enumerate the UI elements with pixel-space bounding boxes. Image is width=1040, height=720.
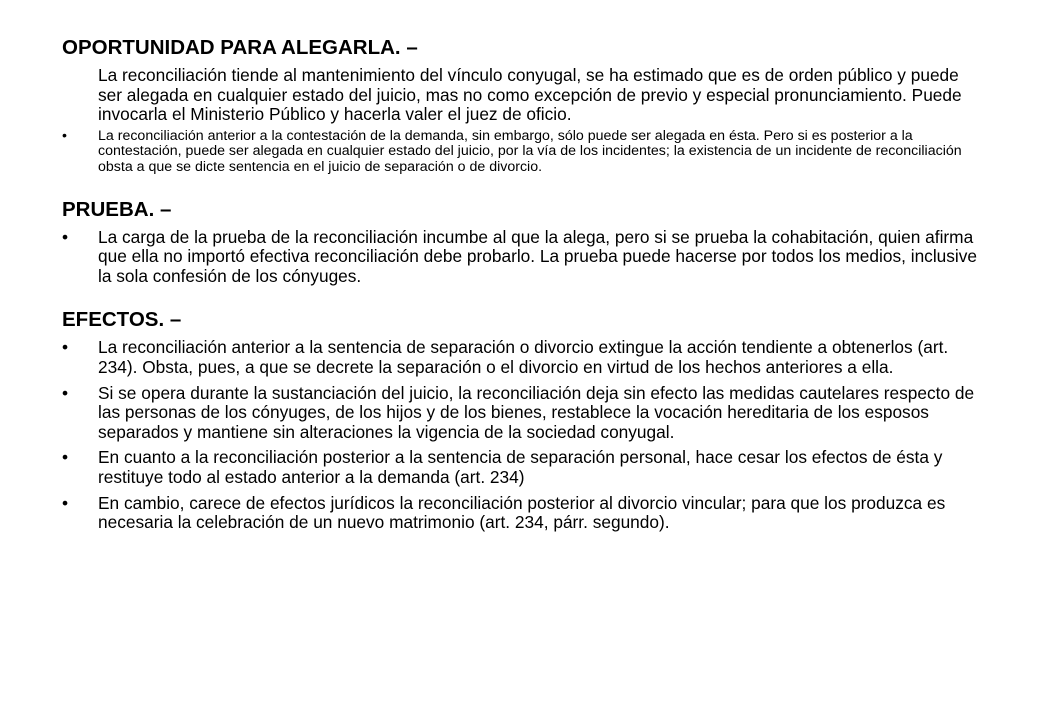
list-item-text: Si se opera durante la sustanciación del juicio, la reconciliación deja sin efecto las medidas cautelares respecto de las personas de los cónyuges, de los hijos y de los bienes, restablece la vocación hereditaria de los esposos separados y mantiene sin alteraciones la vigencia de la sociedad conyugal. xyxy=(98,382,975,442)
list-item xyxy=(62,448,982,487)
list-item-text: La reconciliación anterior a la contestación de la demanda, sin embargo, sólo puede ser alegada en ésta. Pero si es posterior a la contestación, puede ser alegada en cualquier estado del juicio, por la vía de los incidentes; la existencia de un incidente de reconciliación obsta a que se dicte sentencia en el juicio de separación o de divorcio. xyxy=(98,127,962,175)
section-title-prueba: PRUEBA. – xyxy=(62,197,172,221)
section-title-efectos: EFECTOS. – xyxy=(62,308,182,332)
bullet-icon: • xyxy=(62,226,69,247)
list-item xyxy=(62,338,982,377)
bullet-icon: • xyxy=(62,492,69,513)
slide-content xyxy=(62,36,982,539)
bullet-icon: • xyxy=(62,382,69,403)
section-title-oportunidad: OPORTUNIDAD PARA ALEGARLA. – xyxy=(62,36,418,59)
list-item-text: En cuanto a la reconciliación posterior a la sentencia de separación personal, hace cesar los efectos de ésta y restituye todo al estado anterior a la demanda (art. 234) xyxy=(98,447,943,487)
list-item xyxy=(62,494,982,533)
list-item xyxy=(62,384,982,443)
list-item xyxy=(62,228,982,287)
bullet-icon: • xyxy=(62,447,69,468)
list-item-text: La reconciliación anterior a la sentencia de separación o divorcio extingue la acción tendiente a obtenerlos (art. 234). Obsta, pues, a que se decrete la separación o el divorcio en virtud de los hechos anteriores a ella. xyxy=(98,337,949,377)
list-item-text: La carga de la prueba de la reconciliación incumbe al que la alega, pero si se prueba la cohabitación, quien afirma que ella no importó efectiva reconciliación debe probarlo. La prueba puede hacerse por todos los medios, inclusive la sola confesión de los cónyuges. xyxy=(98,226,977,286)
bullet-icon: • xyxy=(62,127,67,144)
list-item xyxy=(62,129,982,176)
list-item-text: En cambio, carece de efectos jurídicos la reconciliación posterior al divorcio vincular; para que los produzca es necesaria la celebración de un nuevo matrimonio (art. 234, párr. segundo). xyxy=(98,492,946,533)
paragraph-oportunidad: La reconciliación tiende al mantenimiento del vínculo conyugal, se ha estimado que es de orden público y puede ser alegada en cualquier estado del juicio, mas no como excepción de previo y especial pronunciamiento. Puede invocarla el Ministerio Público y hacerla valer el juez de oficio. xyxy=(98,65,962,125)
bullet-icon: • xyxy=(62,337,69,358)
